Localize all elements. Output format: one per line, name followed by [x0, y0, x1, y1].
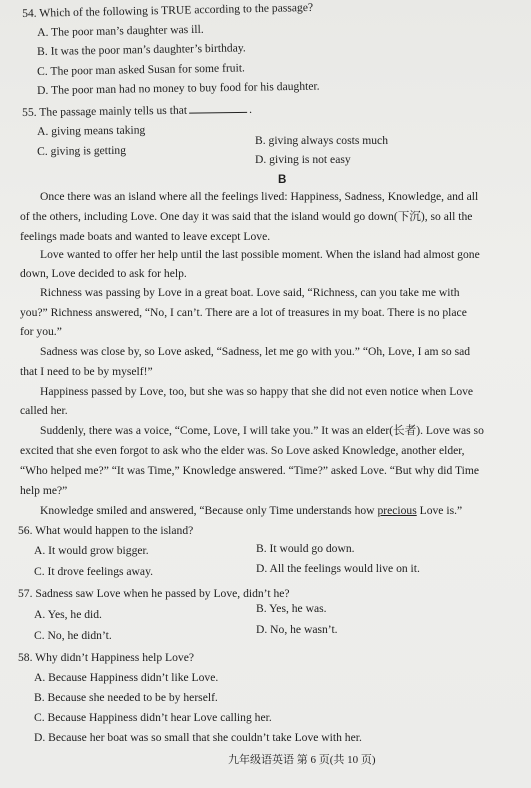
passage-p1-line2: of the others, including Love. One day it was said that the island would go down(下沉), so all the: [20, 210, 473, 223]
q54-option-a: A. The poor man’s daughter was ill.: [37, 22, 204, 39]
q56-stem: 56. What would happen to the island?: [18, 524, 194, 537]
passage-p2-line1: Love wanted to offer her help until the last possible moment. When the island had almost gone: [40, 248, 480, 261]
q58-option-c: C. Because Happiness didn’t hear Love calling her.: [34, 711, 272, 724]
passage-p5-line1: Happiness passed by Love, too, but she was so happy that she did not even notice when Love: [40, 385, 474, 398]
passage-p3-line3: for you.”: [20, 325, 62, 338]
passage-p3-line2: you?” Richness answered, “No, I can’t. There are a lot of treasures in my boat. There is no place: [20, 306, 467, 319]
q56-option-a: A. It would grow bigger.: [34, 544, 149, 557]
q56-option-c: C. It drove feelings away.: [34, 565, 154, 578]
passage-p4-line2: that I need to be by myself!”: [20, 365, 153, 378]
passage-p6-line1: Suddenly, there was a voice, “Come, Love, I will take you.” It was an elder(长者). Love was so: [40, 424, 484, 437]
q57-stem: 57. Sadness saw Love when he passed by Love, didn’t he?: [18, 587, 290, 600]
q55-stem-text: 55. The passage mainly tells us that: [22, 103, 188, 119]
passage-p7-text: Knowledge smiled and answered, “Because only Time understands how: [40, 504, 378, 517]
passage-p2-line2: down, Love decided to ask for help.: [20, 267, 187, 280]
q55-option-b: B. giving always costs much: [255, 134, 388, 147]
passage-p1-line3: feelings made boats and wanted to leave except Love.: [20, 230, 271, 243]
section-b-heading: B: [278, 173, 287, 186]
q58-option-b: B. Because she needed to be by herself.: [34, 691, 218, 704]
q55-stem-end: .: [248, 102, 253, 116]
passage-p1-line1: Once there was an island where all the feelings lived: Happiness, Sadness, Knowledge, and all: [40, 190, 479, 203]
page-footer: 九年级语英语 第 6 页(共 10 页): [228, 754, 376, 766]
q54-stem: 54. Which of the following is TRUE according to the passage?: [22, 0, 314, 20]
passage-p7-end: Love is.”: [416, 504, 463, 517]
passage-p6-line2: excited that she even forgot to ask who the elder was. So Love asked Knowledge, another elder,: [20, 444, 465, 457]
q56-option-d: D. All the feelings would live on it.: [256, 562, 420, 575]
passage-p4-line1: Sadness was close by, so Love asked, “Sadness, let me go with you.” “Oh, Love, I am so sad: [40, 345, 471, 358]
q57-option-c: C. No, he didn’t.: [34, 629, 112, 642]
q55-option-c: C. giving is getting: [37, 143, 127, 158]
passage-p5-line2: called her.: [20, 404, 68, 417]
q56-option-b: B. It would go down.: [256, 542, 355, 555]
q57-option-a: A. Yes, he did.: [34, 608, 102, 621]
passage-p7-line1: [40, 504, 462, 518]
q55-answer-blank: [189, 102, 247, 114]
passage-p6-line4: help me?”: [20, 484, 68, 497]
q58-stem: 58. Why didn’t Happiness help Love?: [18, 651, 195, 664]
q54-option-b: B. It was the poor man’s daughter’s birthday.: [37, 41, 246, 58]
q54-option-c: C. The poor man asked Susan for some fruit.: [37, 61, 245, 78]
q54-option-d: D. The poor man had no money to buy food for his daughter.: [37, 79, 320, 97]
q55-option-d: D. giving is not easy: [255, 153, 351, 166]
q55-stem: [22, 102, 252, 120]
precious-underlined-word: precious: [377, 504, 417, 517]
q57-option-b: B. Yes, he was.: [256, 602, 327, 615]
q58-option-d: D. Because her boat was so small that she couldn’t take Love with her.: [34, 731, 362, 744]
passage-p3-line1: Richness was passing by Love in a great boat. Love said, “Richness, can you take me with: [40, 286, 460, 299]
q58-option-a: A. Because Happiness didn’t like Love.: [34, 671, 219, 684]
q55-option-a: A. giving means taking: [37, 123, 146, 138]
passage-p6-line3: “Who helped me?” “It was Time,” Knowledge answered. “Time?” asked Love. “But why did Time: [20, 464, 480, 477]
q57-option-d: D. No, he wasn’t.: [256, 623, 338, 636]
